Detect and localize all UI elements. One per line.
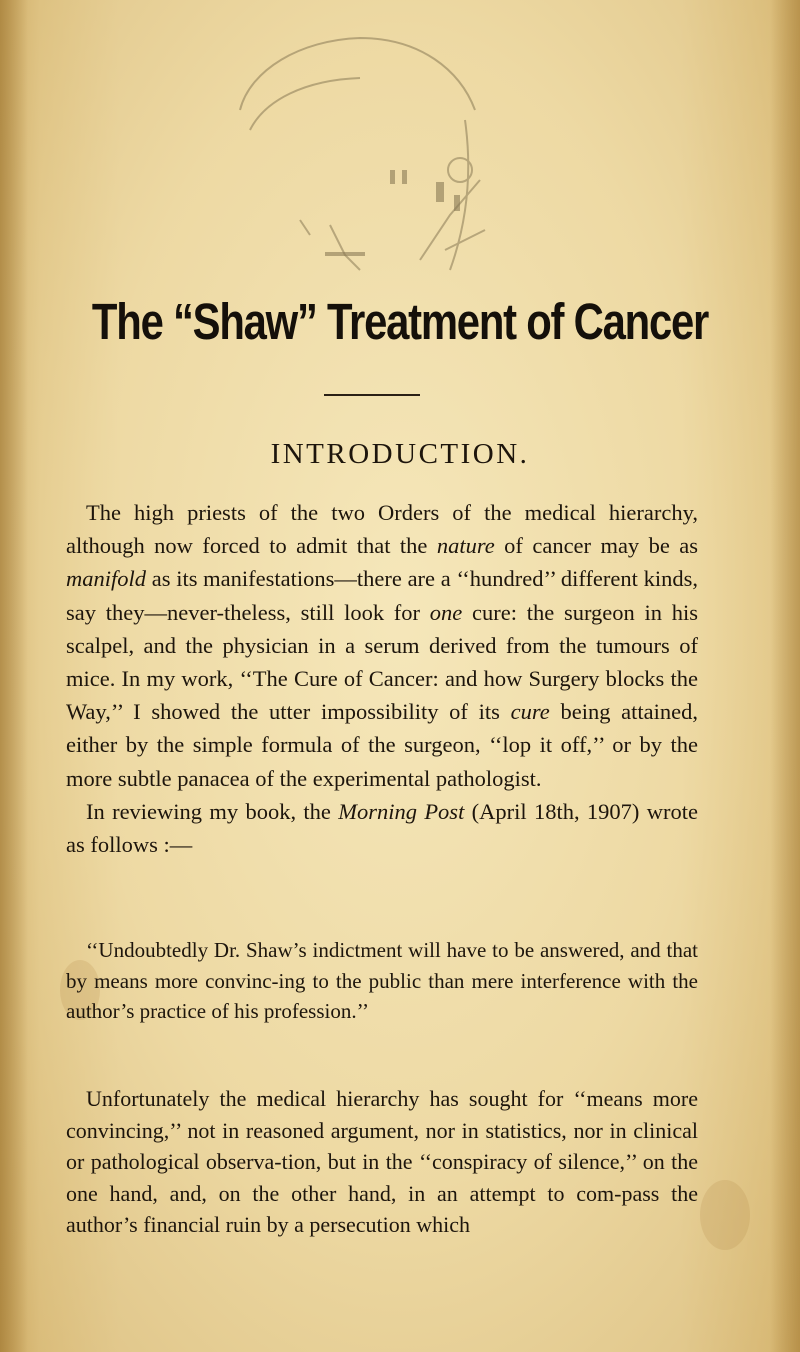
document-heading: The “Shaw” Treatment of Cancer [91,293,709,350]
emphasis-text: nature [436,533,495,559]
paragraph: Unfortunately the medical hierarchy has sought for ‘‘means more convincing,’’ not in reasoned argument, nor in statistics, nor in clinical or pathological observa-tion, but in the ‘‘conspiracy of silence,’’ on the one hand, and, on the other hand, in an attempt to com-pass the author’s financial ruin by a persecution which [66,1086,698,1238]
paragraph [66,496,698,795]
text-run: In reviewing my book, the [86,798,339,824]
closing-body [66,1083,698,1241]
heading-divider [324,394,420,396]
page-edge-shadow-right [770,0,800,1352]
foxing-spot [700,1180,750,1250]
emphasis-text: manifold [66,566,147,592]
emphasis-text: one [429,599,463,625]
block-quote [66,935,698,1027]
section-title: INTRODUCTION. [270,438,530,470]
text-run: of cancer may be as [494,533,698,559]
text-run: cure: the surgeon in his scalpel, and the physician in a serum derived from the tumours of mice. In my work, ‘‘The Cure of Cancer: and how Surgery blocks the Way,’’ I showed the utter impossibility of its [66,599,698,725]
text-run: as its manifestations—there are a ‘‘hundred’’ different kinds, say they—never-theless, still look for [66,566,698,625]
quote-text: ‘‘Undoubtedly Dr. Shaw’s indictment will have to be answered, and that by means more convinc-ing to the public than mere interference with the author’s practice of his profession.’’ [66,938,698,1023]
paragraph [66,795,698,861]
intro-body [66,496,698,861]
library-stamp-mark [210,20,520,310]
emphasis-text: cure [510,699,550,725]
text-run: being attained, either by the simple formula of the surgeon, ‘‘lop it off,’’ or by the more subtle panacea of the experimental pathologist. [66,699,698,791]
page-edge-shadow-left [0,0,28,1352]
emphasis-text: Morning Post [338,798,465,824]
text-run: (April 18th, 1907) wrote as follows :— [66,798,698,858]
text-run: The high priests of the two Orders of the medical hierarchy, although now forced to admit that the [66,500,698,559]
